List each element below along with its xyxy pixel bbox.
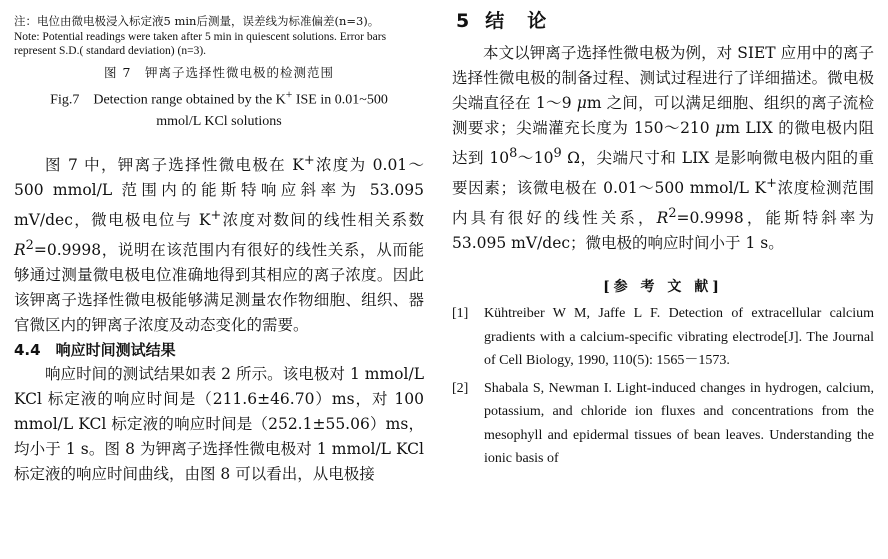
chapter-heading: 5 结 论 <box>456 10 549 32</box>
left-column <box>14 0 424 487</box>
figure-caption-zh: 图 7 钾离子选择性微电极的检测范围 <box>104 65 334 80</box>
figure-note-en: Note: Potential readings were taken after 5 min in quiescent solutions. Error bars represent S.D.( standard deviation) (n=3). <box>14 31 387 57</box>
reference-item <box>452 302 874 373</box>
reference-item <box>452 377 874 471</box>
paragraph-response-time: 响应时间的测试结果如表 2 所示。该电极对 1 mmol/L KCl 标定液的响应时间是（211.6±46.70）ms，对 100 mmol/L KCl 标定液的响应时间是（252.1±55.06）ms，均小于 1 s。图 8 为钾离子选择性微电极对 1 mmol/L KCl 标定液的响应时间曲线，由图 8 可以看出，从电极接 <box>14 365 424 484</box>
figure-caption-en: Fig.7 Detection range obtained by the K+ ISE in 0.01~500 mmol/L KCl solutions <box>50 88 388 129</box>
right-column <box>452 0 874 475</box>
reference-text: Kühtreiber W M, Jaffe L F. Detection of extracellular calcium gradients with a calcium-specific vibrating electrode[J]. The Journal of Cell Biology, 1990, 110(5): 1565－1573. <box>484 306 874 369</box>
reference-number: [2] <box>452 380 469 396</box>
paragraph-conclusion: 本文以钾离子选择性微电极为例，对 SIET 应用中的离子选择性微电极的制备过程、测试过程进行了详细描述。微电极尖端直径在 1～9 μm 之间，可以满足细胞、组织的离子流检测要求；尖端灌充长度为 150～210 μm LIX 的微电极内阻达到 $10^8\sim 10^9$ Ω，尖端尺寸和 LIX 是影响微电极内阻的重要因素；该微电极在 0.01～500 mmol/L K+浓度检测范围内具有很好的线性关系，$R^2=0.9998$，能斯特斜率为 53.095 mV/dec；微电极的响应时间小于 1 s。 <box>452 44 874 253</box>
figure-note-zh: 注：电位由微电极浸入标定液5 min后测量，误差线为标准偏差(n=3)。 <box>14 14 380 28</box>
reference-list <box>452 302 874 471</box>
references-title: [参 考 文 献] <box>603 279 723 296</box>
paragraph-fig7: 图 7 中，钾离子选择性微电极在 K+浓度为 0.01～500 mmol/L 范围内的能斯特响应斜率为 53.095 mV/dec，微电极电位与 K+浓度对数间的线性相关系数 $R^2=0.9998$，说明在该范围内有很好的线性关系，从而能够通过测量微电极电位准确地得到其相应的离子浓度。因此该钾离子选择性微电极能够满足测量农作物细胞、组织、器官微区内的钾离子浓度及动态变化的需要。 <box>14 152 424 335</box>
reference-text: Shabala S, Newman I. Light-induced changes in hydrogen, calcium, potassium, and chloride ion fluxes and concentrations from the mesophyll and epidermal tissues of bean leaves. Understanding the ionic basis of <box>484 380 874 467</box>
section-heading-4-4: 4.4 响应时间测试结果 <box>14 341 176 360</box>
reference-number: [1] <box>452 306 469 322</box>
